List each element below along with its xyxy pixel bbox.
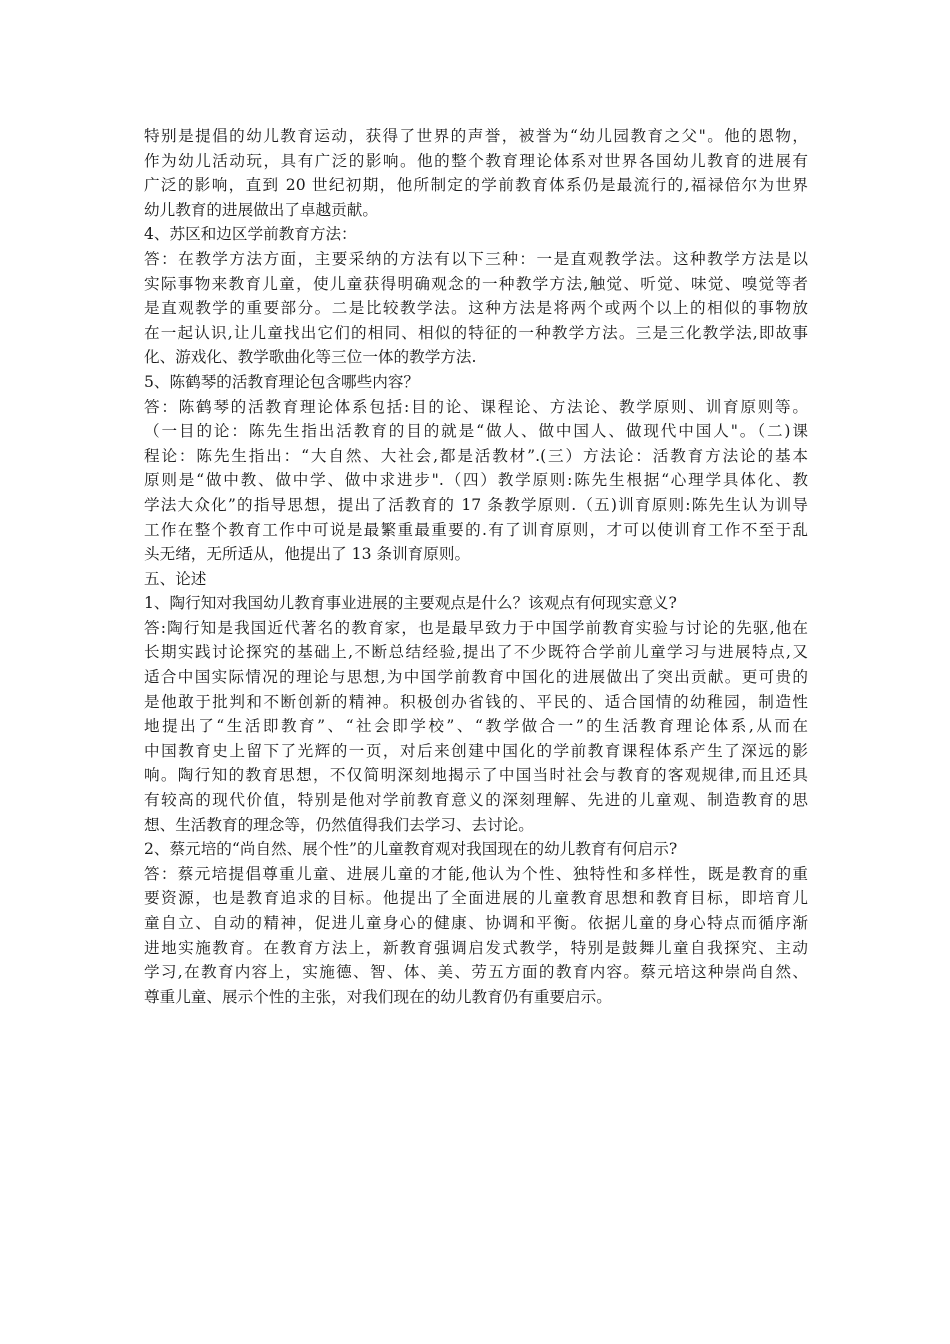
text-line: 4、苏区和边区学前教育方法： [144,225,357,244]
text-line: 1、陶行知对我国幼儿教育事业进展的主要观点是什么？该观点有何现实意义? [144,594,677,613]
text-line: 是他敢于批判和不断创新的精神。积极创办省钱的、平民的、适合国情的幼稚园，制造性 [144,692,808,711]
text-line: 想、生活教育的理念等，仍然值得我们去学习、去讨论。 [144,815,534,834]
text-line: 答:陶行知是我国近代著名的教育家，也是最早致力于中国学前教育实验与讨论的先驱,他在 [144,618,808,637]
text-line: 作为幼儿活动玩，具有广泛的影响。他的整个教育理论体系对世界各国幼儿教育的进展有 [144,151,808,170]
text-line: 幼儿教育的进展做出了卓越贡献。 [144,200,378,219]
text-line: 长期实践讨论探究的基础上,不断总结经验,提出了不少既符合学前儿童学习与进展特点,又 [144,643,808,662]
text-line: 特别是提倡的幼儿教育运动，获得了世界的声誉，被誉为“幼儿园教育之父"。他的恩物， [144,127,808,145]
text-line: 地提出了“生活即教育”、“社会即学校”、“教学做合一”的生活教育理论体系,从而在 [144,717,808,736]
text-line: 中国教育史上留下了光辉的一页，对后来创建中国化的学前教育课程体系产生了深远的影 [144,741,808,760]
text-line: 五、论述 [144,569,207,588]
text-line: 5、陈鹤琴的活教育理论包含哪些内容？ [144,372,420,391]
text-line: 在一起认识,让儿童找出它们的相同、相似的特征的一种教学方法。三是三化教学法,即故事 [144,323,808,342]
text-line: 要资源，也是教育追求的目标。他提出了全面进展的儿童教育思想和教育目标，即培育儿 [144,889,808,908]
document-body [144,124,808,1009]
text-line: 童自立、自动的精神，促进儿童身心的健康、协调和平衡。依据儿童的身心特点而循序渐 [144,914,808,932]
text-line: 是直观教学的重要部分。二是比较教学法。这种方法是将两个或两个以上的相似的事物放 [144,299,808,318]
text-line: 原则是“做中教、做中学、做中求进步".（四）教学原则:陈先生根据“心理学具体化、教 [144,471,808,490]
text-line: 答：陈鹤琴的活教育理论体系包括:目的论、课程论、方法论、教学原则、训育原则等。 [144,397,808,416]
text-line: 答：在教学方法方面，主要采纳的方法有以下三种：一是直观教学法。这种教学方法是以 [144,249,808,268]
text-line: 有较高的现代价值，特别是他对学前教育意义的深刻理解、先进的儿童观、制造教育的思 [144,791,808,810]
text-line: 工作在整个教育工作中可说是最繁重最重要的.有了训育原则，才可以使训育工作不至于乱 [144,520,808,539]
text-line: 学习,在教育内容上，实施德、智、体、美、劳五方面的教育内容。蔡元培这种崇尚自然、 [144,963,808,982]
text-line: 响。陶行知的教育思想，不仅简明深刻地揭示了中国当时社会与教育的客观规律,而且还具 [144,766,808,785]
text-line: 程论：陈先生指出：“大自然、大社会,都是活教材”.(三）方法论：活教育方法论的基本 [144,446,808,465]
text-line: 2、蔡元培的“尚自然、展个性”的儿童教育观对我国现在的幼儿教育有何启示? [144,840,678,859]
text-line: 广泛的影响，直到 20 世纪初期，他所制定的学前教育体系仍是最流行的,福禄倍尔为世界 [144,176,808,195]
text-line: 答：蔡元培提倡尊重儿童、进展儿童的才能,他认为个性、独特性和多样性，既是教育的重 [144,864,808,883]
text-line: （一目的论：陈先生指出活教育的目的就是“做人、做中国人、做现代中国人"。（二)课 [144,422,808,441]
text-line: 头无绪，无所适从，他提出了 13 条训育原则。 [144,545,471,564]
text-line: 适合中国实际情况的理论与思想,为中国学前教育中国化的进展做出了突出贡献。更可贵的 [144,668,808,687]
text-line: 化、游戏化、教学歌曲化等三位一体的教学方法. [144,348,477,367]
text-line: 尊重儿童、展示个性的主张，对我们现在的幼儿教育仍有重要启示。 [144,987,612,1006]
text-line: 学法大众化”的指导思想，提出了活教育的 17 条教学原则.（五)训育原则:陈先生认为训导 [144,495,808,514]
text-line: 进地实施教育。在教育方法上，新教育强调启发式教学，特别是鼓舞儿童自我探究、主动 [144,938,808,957]
text-line: 实际事物来教育儿童，使儿童获得明确观念的一种教学方法,触觉、听觉、味觉、嗅觉等者 [144,274,808,293]
